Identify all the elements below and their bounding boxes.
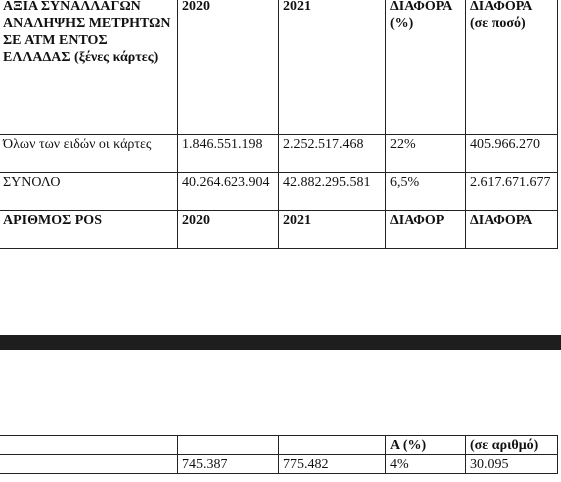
row-diff-pct: 22% [386, 135, 466, 173]
row-2020: 1.846.551.198 [178, 135, 279, 173]
pos-header-label: ΑΡΙΘΜΟΣ POS [0, 211, 178, 249]
pos-row-2021: 775.482 [279, 455, 386, 474]
pos-header-2020: 2020 [178, 211, 279, 249]
header-diff-amount: ΔΙΑΦΟΡΑ (σε ποσό) [466, 0, 558, 135]
pos-header-diff-amount: ΔΙΑΦΟΡΑ [466, 211, 558, 249]
row-label: Όλων των ειδών οι κάρτες [0, 135, 178, 173]
pos-header-2021: 2021 [279, 211, 386, 249]
pos-cont-diff-pct: Α (%) [386, 436, 466, 455]
pos-row-label [0, 455, 178, 474]
pos-row-2020: 745.387 [178, 455, 279, 474]
row-diff-amount: 405.966.270 [466, 135, 558, 173]
table-row [0, 135, 558, 173]
header-2021: 2021 [279, 0, 386, 135]
pos-header-row [0, 211, 558, 249]
total-2021: 42.882.295.581 [279, 173, 386, 211]
pos-row-diff-amount: 30.095 [466, 455, 558, 474]
page-break-bar [0, 335, 561, 350]
pos-header-diff-pct: ΔΙΑΦΟΡ [386, 211, 466, 249]
total-2020: 40.264.623.904 [178, 173, 279, 211]
pos-header-continuation-row [0, 436, 558, 455]
pos-cont-label [0, 436, 178, 455]
pos-cont-2020 [178, 436, 279, 455]
header-label: ΑΞΙΑ ΣΥΝΑΛΛΑΓΩΝ ΑΝΑΛΗΨΗΣ ΜΕΤΡΗΤΩΝ ΣΕ ΑΤΜ ΕΝΤΟΣ ΕΛΛΑΔΑΣ (ξένες κάρτες) [0, 0, 178, 135]
pos-cont-diff-amount: (σε αριθμό) [466, 436, 558, 455]
table-header-row [0, 0, 558, 135]
pos-cont-2021 [279, 436, 386, 455]
total-diff-amount: 2.617.671.677 [466, 173, 558, 211]
table-row-total [0, 173, 558, 211]
header-diff-pct: ΔΙΑΦΟΡΑ (%) [386, 0, 466, 135]
pos-count-table [0, 435, 558, 474]
total-label: ΣΥΝΟΛΟ [0, 173, 178, 211]
pos-row [0, 455, 558, 474]
header-2020: 2020 [178, 0, 279, 135]
pos-row-diff-pct: 4% [386, 455, 466, 474]
row-2021: 2.252.517.468 [279, 135, 386, 173]
total-diff-pct: 6,5% [386, 173, 466, 211]
